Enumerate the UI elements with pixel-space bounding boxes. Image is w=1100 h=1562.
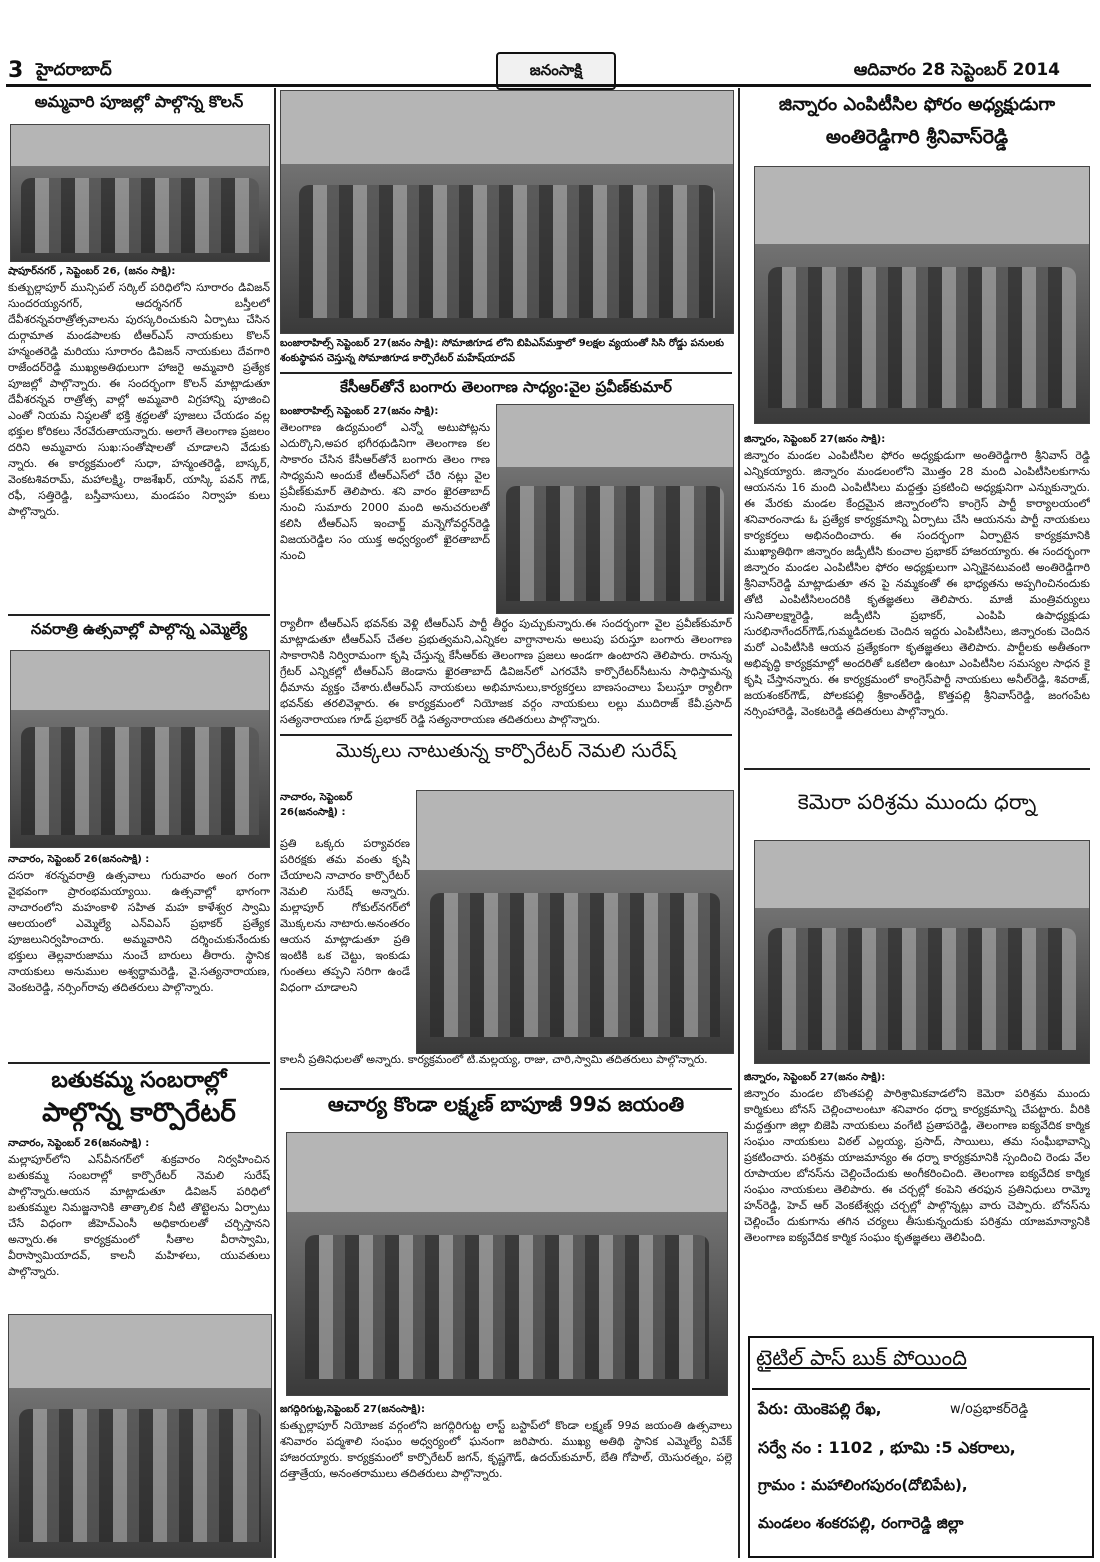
story-divider	[8, 1062, 270, 1064]
jinnaram-headline-line2: అంతిరెడ్డిగారి శ్రీనివాస్‌రెడ్డి	[825, 126, 1009, 148]
ad-rule	[752, 1388, 1090, 1390]
ad-mandal: మండలం శంకరపల్లి, రంగారెడ్డి జిల్లా	[758, 1514, 964, 1532]
ammavari-body: కుత్బుల్లాపూర్ మున్సిపల్ సర్కిల్ పరిధిలోని సూరారం డివిజన్ సుందరయ్యనగర్, ఆదర్శనగర్ బస్తీలలో దేవీశరన్నవరాత్రోత్సవాలను పురస్కరించుకుని ఏర్పాటు చేసిన దుర్గామాత మండపాలకు టీఆర్‌ఎస్ నాయకులు కొలన్ హన్మంతరెడ్డి మరియు సూరారం డివిజన్ నాయకులు దేవగారి రాజేందర్‌రెడ్డి ముఖ్యఅతిథులుగా హాజరై అమ్మవారి ప్రత్యేక పూజల్లో పాల్గొన్నారు. ఈ సందర్భంగా కొలన్ మాట్లాడుతూ దేవీశరన్నవ రాత్రోత్స వాల్లో అమ్మవారి విగ్రహాన్ని పూజించి ఎంతో నియమ నిష్ఠలతో భక్తి శ్రద్ధలతో పూజలు చేయడం వల్ల భక్తుల కోరికలు నేరవేరుతాయన్నారు. అలాగే తెలంగాణ ప్రజలం దరిని అమ్మవారు సుఖ:సంతోషాలతో చూడాలని వేడుకు న్నారు. ఈ కార్యక్రమంలో సుధా, హన్మంతరెడ్డి, బాస్కర్, వెంకటశివరామ్, మహాలక్ష్మి, రాజశేఖర్, యాస్కి పవన్ గౌడ్, రఫీ, సత్తిరెడ్డి, బస్తీవాసులు, మండపం నిర్వాహ కులు పాల్గొన్నారు.	[8, 281, 270, 518]
ad-name: పేరు: యెంకెపల్లి రేఖ,	[758, 1400, 882, 1418]
road-photo	[280, 90, 734, 334]
acharya-photo	[286, 1132, 728, 1396]
jinnaram-dateline: జిన్నారం, సెప్టెంబర్ 27(జనం సాక్షి):	[744, 434, 886, 445]
acharya-body: కుత్బుల్లాపూర్ నియోజక వర్గంలోని జగద్గిరిగుట్ట లాస్ట్ బస్టాప్‌లో కొండా లక్ష్మణ్ 99వ జయంతి ఉత్సవాలు శనివారం పద్మశాలి సంఘం అధ్వర్యంలో ఘనంగా జరిపారు. ముఖ్య అతిథి స్థానిక ఎమ్మెల్యే వివేక్ హాజరయ్యారు. కార్యక్రమంలో కార్పొరేటర్ జగన్, కృష్ణగౌడ్, ఉదయ్‌కుమార్, బేతి గోపాల్, యెసురత్నం, పల్లె దత్తాత్రేయ, అనంతరాములు తదితరులు పాల్గొన్నారు.	[280, 1419, 732, 1480]
kcr-headline: కేసీఆర్‌తోనే బంగారు తెలంగాణ సాధ్యం:వైల ప్రవీణ్‌కుమార్	[340, 378, 672, 396]
bathukamma-headline-line1: బతుకమ్మ సంబరాల్లో	[51, 1068, 227, 1093]
story-divider	[744, 768, 1090, 770]
page-number: 3	[8, 58, 24, 83]
camera-dateline: జిన్నారం, సెప్టెంబర్ 27(జనం సాక్షి):	[744, 1072, 886, 1083]
ad-relation: w/oప్రభాకర్‌రెడ్డి	[950, 1402, 1029, 1417]
bathukamma-body: మల్లాపూర్‌లోని ఎస్‌వీనగర్‌లో శుక్రవారం నిర్వహించిన బతుకమ్మ సంబరాల్లో కార్పొరేటర్ నెమలి సురేష్ పాల్గొన్నారు.ఆయన మాట్లాడుతూ డివిజన్ పరిధిలో బతుకమ్మల నిమజ్జనానికి తాత్కాలిక నీటి తొట్టెలను ఏర్పాటు చేసే విధంగా జీహెచ్‌ఎంసీ అధికారులతో చర్చిస్తానని అన్నారు.ఈ కార్యక్రమంలో సీతాల వీరాస్వామి, వీరాస్వామియాదవ్, కాలనీ మహిళలు, యువతులు పాల్గొన్నారు.	[8, 1153, 270, 1278]
bathukamma-dateline: నాచారం, సెప్టెంబర్ 26(జనంసాక్షి) :	[8, 1138, 150, 1149]
ad-village: గ్రామం : మహాలింగపురం(దోబిపేట),	[758, 1476, 968, 1494]
jinnaram-body: జిన్నారం మండల ఎంపిటీసిల ఫోరం అధ్యక్షుడుగా అంతిరెడ్డిగారి శ్రీనివాస్ రెడ్డి ఎన్నికయ్యారు. జిన్నారం మండలంలోని మొత్తం 28 మంది ఎంపిటీసిలకుగాను ఆయనను 16 మంది ఎంపిటీసిలు మద్దత్తు ప్రకటించి అధ్యక్షునిగా ఎన్నుకున్నారు. ఈ మేరకు మండల కేంద్రమైన జిన్నారంలోని కాంగ్రెస్ పార్టీ కార్యాలయంలో శనివారంనాడు ఓ ప్రత్యేక కార్యక్రమాన్ని ఏర్పాటు చేసి ఆయనను పార్టీ నాయకులు కార్యకర్తలు అభినందించారు. ఈ సందర్భంగా ఏర్పాటైన కార్యక్రమానికి ముఖ్యాతిథిగా జిన్నారం జడ్పీటీసి కుంచాల ప్రభాకర్ హాజరయ్యారు. ఈ సందర్భంగా జిన్నారం మండల ఎంపిటీసిల ఫోరం అధ్యక్షులుగా ఎన్నికైనటువంటి అంతిరెడ్డిగారి శ్రీనివాస్‌రెడ్డి మాట్లాడుతూ తన పై నమ్మకంతో ఈ భాధ్యతను అప్పగించినందుకు తోటి ఎంపిటీసిలందరికి కృతజ్ఞతలు తెలిపారు. మాజీ మంత్రివర్యులు సునితాలక్ష్మారెడ్డి, జడ్పీటిసి ప్రభాకర్, ఎంపిపి ఉపాధ్యక్షుడు సురభినాగేందర్‌గౌడ్,గుమ్మడిదలకు చెందిన ఇద్దరు ఎంపిటీసిలు, జిన్నారంకు చెందిన మరో ఎంపిటీసికి ఆయన ప్రత్యేకంగా కృతజ్ఞతలు తెలిపారు. పార్టీలకు అతీతంగా అభివృద్ధి కార్యక్రమాల్లో అందరితో ఒకటిలా ఉంటూ ఎంపిటీసిల సమస్యల సాధన కై కృషి చేస్తానన్నారు. ఈ కార్యక్రమంలో కాంగ్రెస్‌పార్టీ నాయకులు అనీల్‌రెడ్డి, శివరాజ్, జయశంకర్‌గౌడ్, పోలకపల్లి శ్రీకాంత్‌రెడ్డి, కొత్తపల్లి శ్రీనివాస్‌రెడ్డి, జంగంపేట నర్సింహారెడ్డి, వెంకటరెడ్డి తదితరులు పాల్గొన్నారు.	[744, 449, 1090, 718]
saplings-body-narrow: ప్రతి ఒక్కరు పర్యావరణ పరిరక్షకు తమ వంతు కృషి చేయాలని నాచారం కార్పొరేటర్ నెమలి సురేష్ అన్నారు. మల్లాపూర్ గోకుల్‌నగర్‌లో మొక్కలను నాటారు.అనంతరం ఆయన మాట్లాడుతూ ప్రతి ఇంటికి ఒక చెట్టు, ఇంకుడు గుంతలు తప్పని సరిగా ఉండే విధంగా చూడాలని	[280, 837, 410, 994]
kcr-body-wide: ర్యాలీగా టీఆర్‌ఎస్ భవన్‌కు వెళ్లి టీఆర్‌ఎస్ పార్టీ తీర్థం పుచ్చుకున్నారు.ఈ సందర్భంగా వైల ప్రవీణ్‌కుమార్ మాట్లాడుతూ టీఆర్‌ఎస్ చేతల ప్రభుత్వమని,ఎన్నికల వాగ్దానాలను అలుపు పరుస్తూ బంగారు తెలంగాణ సాకారానికి నిర్విరామంగా కృషి చేస్తున్న కేసీఆర్‌కు తెలంగాణ ప్రజలు అండగా ఉంటారని తెలిపారు. రానున్న గ్రేటర్ ఎన్నికల్లో టీఆర్‌ఎస్ జెండాను ఖైరతాబాద్ డివిజన్‌లో ఎగరవేసి కార్పొరేటర్‌సీటును సాధిస్తామన్న ధీమాను వ్యక్తం చేశారు.టీఆర్‌ఎస్ నాయకులు అభిమానులు,కార్యకర్తలు బాణసంచాలు పేలుస్తూ ర్యాలీగా భవన్‌కు తరలివెళ్లారు. ఈ కార్యక్రమంలో నియోజక వర్గం నాయకులు లల్లు ముదిరాజ్ కేవీ.ప్రసాద్ సత్యనారాయణ గూడ్ ప్రభాకర్ రెడ్డి సత్యనారాయణ తదితరులు పాల్గొన్నారు.	[280, 617, 732, 726]
navaratri-body: దసరా శరన్నవరాత్రి ఉత్సవాలు గురువారం అంగ రంగా వైభవంగా ప్రారంభమయ్యాయి. ఉత్సవాల్లో భాగంగా నాచారంలోని మహంకాళి సహిత మహ కాళేశ్వర స్వామి ఆలయంలో ఎమ్మెల్యే ఎన్‌విఎస్ ప్రభాకర్ ప్రత్యేక పూజలునిర్వహించారు. అమ్మవారిని దర్శించుకునేందుకు భక్తులు తెల్లవారుజాము నుంచే బారులు తీరారు. స్థానిక నాయకులు అనుముల అశ్వద్ధామరెడ్డి, వై.సత్యనారాయణ, వెంకటరెడ్డి, నర్సింగ్‌రావు తదితరులు పాల్గొన్నారు.	[8, 869, 270, 994]
ammavari-headline: అమ్మవారి పూజల్లో పాల్గొన్న కొలన్	[34, 92, 244, 111]
column-divider	[738, 88, 740, 1558]
bathukamma-headline-line2: పాల్గొన్న కార్పొరేటర్	[42, 1098, 236, 1128]
issue-date: ఆదివారం 28 సెప్టెంబర్ 2014	[853, 60, 1060, 80]
kcr-dateline: బంజారాహిల్స్ సెప్టెంబర్ 27(జనం సాక్షి):	[280, 406, 439, 417]
acharya-dateline: జగద్గిరిగుట్ట,సెప్టెంబర్ 27(జనంసాక్షి):	[280, 1404, 426, 1415]
ammavari-photo	[10, 124, 270, 262]
bathukamma-photo	[8, 1314, 272, 1558]
section-city: హైదరాబాద్	[36, 60, 112, 80]
camera-photo	[754, 840, 1090, 1064]
column-divider	[274, 88, 276, 1558]
jinnaram-photo	[754, 166, 1090, 424]
navaratri-dateline: నాచారం, సెప్టెంబర్ 26(జనంసాక్షి) :	[8, 854, 150, 865]
saplings-headline: మొక్కలు నాటుతున్న కార్పొరేటర్ నెమలి సురేష్	[335, 740, 677, 762]
ad-title: టైటిల్ పాస్ బుక్ పోయింది	[756, 1346, 967, 1370]
lost-passbook-ad	[748, 1336, 1094, 1558]
camera-body: జిన్నారం మండల బొంతపల్లి పారిశ్రామికవాడలోని కెమెరా పరిశ్రమ ముందు కార్మికులు బోనస్ చెల్లించాలంటూ శనివారం ధర్నా కార్యక్రమాన్ని చేపట్టారు. వీరికి మద్దత్తుగా జిల్లా బిజెపి నాయకులు వంగేటి ప్రతాపరెడ్డి, తెలంగాణ ఐక్యవేదిక కార్మిక సంఘం నాయకులు విఠల్ ఎల్లయ్య, ప్రసాద్, సాయిలు, తమ సంఘీభావాన్ని ప్రకటించారు. పరిశ్రమ యాజమాన్యం ఈ ధర్నా కార్యక్రమానికి స్పందించి రెండు వేల రూపాయల బోనస్‌ను చెల్లించేందుకు అంగీకరించింది. తెలంగాణ ఐక్యవేదిక కార్మిక సంఘం నాయకులు తెలిపారు. ఈ చర్చల్లో కంపెని తరఫున ప్రతినిధులు రామ్మో హన్‌రెడ్డి, హెచ్ ఆర్ వెంకటేశ్వర్లు చర్చల్లో పాల్గొన్నట్లు వారు చెప్పారు. బోనస్‌ను చెల్లించేం దుకుగాను తగిన చర్యలు తీసుకున్నందుకు పరిశ్రమ యాజమాన్యానికి తెలంగాణ ఐక్యవేదిక కార్మిక సంఘం కృతజ్ఞతలు తెలిపింది.	[744, 1087, 1090, 1244]
kcr-photo	[496, 404, 734, 614]
saplings-dateline: నాచారం, సెప్టెంబర్ 26(జనంసాక్షి) :	[280, 792, 353, 818]
ammavari-dateline: షాపూర్‌నగర్ , సెప్టెంబర్ 26, (జనం సాక్షి):	[8, 266, 176, 277]
acharya-headline: ఆచార్య కొండా లక్ష్మణ్ బాపూజీ 99వ జయంతి	[327, 1092, 685, 1116]
navaratri-headline: నవరాత్రి ఉత్సవాల్లో పాల్గొన్న ఎమ్మెల్యే	[30, 620, 248, 638]
kcr-body-narrow: తెలంగాణ ఉద్యమంలో ఎన్నో అటుపోట్లను ఎదుర్కొని,అపర భగీరథుడినిగా తెలంగాణ కల సాకారం చేసిన కేసీఆర్‌తోనే బంగారు తెలం గాణ సాధ్యమని అందుకే టీఆర్‌ఎస్‌లో చేరి నట్లు వైల ప్రవీణ్‌కుమార్ తెలిపారు. శని వారం ఖైరతాబాద్ నుంచి సుమారు 2000 మంది అనుచరులతో కలిసి టీఆర్‌ఎస్ ఇంచార్జ్ మన్నెగోవర్ధన్‌రెడ్డి విజయరెడ్డిల సం యుక్త అధ్వర్యంలో ఖైరతాబాద్ నుంచి	[280, 421, 490, 562]
header-rule	[6, 84, 1091, 87]
road-caption: బంజారాహిల్స్ సెప్టెంబర్ 27(జనం సాక్షి): సోమాజిగూడ లోని బిపిఎస్‌మక్తాలో 9లక్షల వ్యయంతో సిసి రోడ్డు పనులకు శంకుస్థాపన చెస్తున్న సోమాజిగూడ కార్పొరేటర్ మహేష్‌యాదవ్	[280, 338, 724, 364]
ad-survey: సర్వే నం : 1102 , భూమి :5 ఎకరాలు,	[758, 1438, 1016, 1457]
masthead-logo: జనంసాక్షి	[496, 52, 616, 90]
story-divider	[280, 734, 732, 736]
story-divider	[8, 614, 270, 616]
camera-headline: కెమెరా పరిశ్రమ ముందు ధర్నా	[797, 790, 1037, 814]
saplings-body-wide: కాలనీ ప్రతినిధులతో అన్నారు. కార్యక్రమంలో టి.మల్లయ్య, రాజు, చారి,స్వామి తదితరులు పాల్గొన్నారు.	[280, 1053, 708, 1066]
jinnaram-headline-line1: జిన్నారం ఎంపిటీసిల ఫోరం అధ్యక్షుడుగా	[778, 94, 1056, 115]
page-header	[0, 0, 1100, 90]
story-divider	[280, 1088, 732, 1090]
saplings-photo	[416, 790, 734, 1054]
story-divider	[280, 372, 732, 374]
navaratri-photo	[10, 650, 270, 848]
